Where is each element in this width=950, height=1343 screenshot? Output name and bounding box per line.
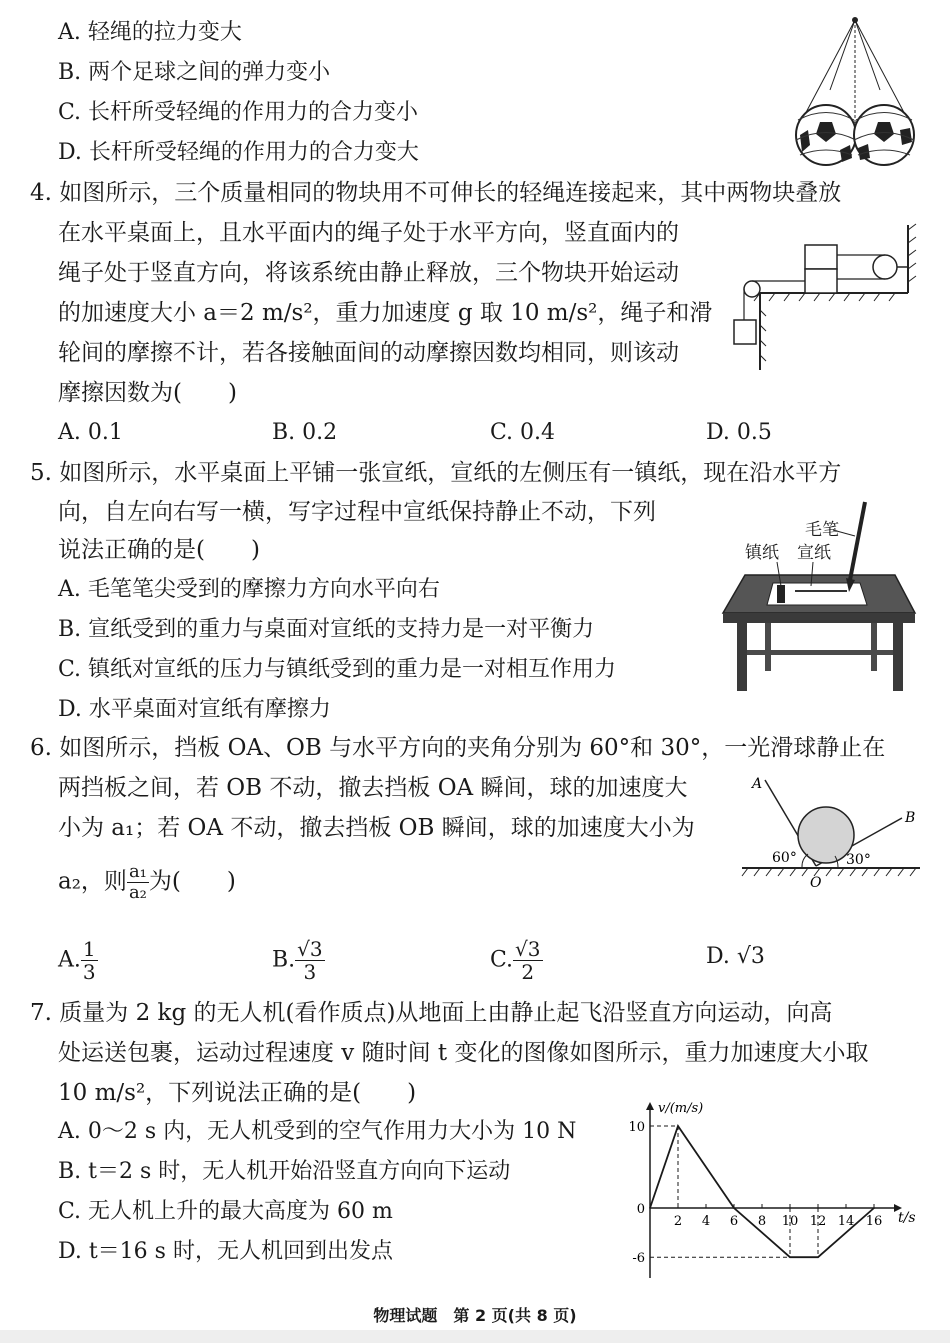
x-tick-label: 14	[837, 1214, 855, 1229]
q3-option-b: B. 两个足球之间的弹力变小	[58, 60, 331, 85]
q7-option-c: C. 无人机上升的最大高度为 60 m	[58, 1199, 393, 1224]
y-tick-label: 0	[636, 1202, 645, 1217]
fraction-numerator: a₁	[128, 861, 147, 882]
q6-stem-line4	[58, 862, 236, 903]
q5-option-d: D. 水平桌面对宣纸有摩擦力	[58, 697, 331, 722]
q6-option-a	[58, 938, 98, 983]
label-xuan-paper: 宣纸	[797, 543, 831, 563]
q7-stem-line2: 处运送包裹，运动过程速度 v 随时间 t 变化的图像如图所示，重力加速度大小取	[58, 1040, 869, 1066]
x-tick-label: 6	[729, 1214, 739, 1229]
q5-stem-line1: 5. 如图所示，水平桌面上平铺一张宣纸，宣纸的左侧压有一镇纸，现在沿水平方	[30, 460, 842, 486]
q5-option-c: C. 镇纸对宣纸的压力与镇纸受到的重力是一对相互作用力	[58, 657, 617, 682]
fraction-denominator: a₂	[128, 882, 147, 903]
q6-option-d: D. √3	[706, 944, 765, 969]
fraction-numerator: √3	[515, 937, 541, 961]
q5-stem-line3: 说法正确的是( )	[58, 537, 260, 563]
q4-stem-line5: 轮间的摩擦不计，若各接触面间的动摩擦因数均相同，则该动	[58, 340, 679, 366]
q4-stem-line2: 在水平桌面上，且水平面内的绳子处于水平方向，竖直面内的	[58, 220, 679, 246]
x-axis-label: t/s	[898, 1210, 916, 1226]
y-tick-label: 10	[628, 1120, 645, 1135]
label-A: A	[752, 776, 763, 792]
q6-stem-line1: 6. 如图所示，挡板 OA、OB 与水平方向的夹角分别为 60°和 30°，一光滑球静止在	[30, 735, 886, 761]
q6-option-b	[272, 938, 325, 983]
pulley-blocks-figure	[730, 215, 920, 375]
q7-option-b: B. t＝2 s 时，无人机开始沿竖直方向向下运动	[58, 1159, 511, 1184]
velocity-series-line	[650, 1126, 874, 1257]
q6-ratio-fraction	[127, 862, 149, 903]
q6-line4-prefix: a₂，则	[58, 868, 127, 895]
option-fraction	[513, 938, 542, 983]
ball-wedge-figure	[740, 770, 925, 895]
fraction-numerator: √3	[297, 937, 323, 961]
x-tick-label: 2	[673, 1214, 683, 1229]
label-paperweight: 镇纸	[745, 543, 779, 563]
q7-stem-line3: 10 m/s²，下列说法正确的是( )	[58, 1080, 417, 1106]
q3-option-d: D. 长杆所受轻绳的作用力的合力变大	[58, 140, 419, 165]
fraction-denominator: 2	[521, 960, 535, 984]
y-axis-label: v/(m/s)	[658, 1101, 704, 1116]
q4-option-d: D. 0.5	[706, 420, 772, 445]
label-angle-60: 60°	[772, 850, 797, 866]
option-label: A.	[58, 947, 81, 973]
q6-stem-line3: 小为 a₁；若 OA 不动，撤去挡板 OB 瞬间，球的加速度大小为	[58, 815, 695, 841]
label-O: O	[810, 875, 822, 891]
y-tick-label: -6	[632, 1251, 645, 1267]
option-fraction	[81, 938, 98, 983]
q3-option-c: C. 长杆所受轻绳的作用力的合力变小	[58, 100, 419, 125]
q6-stem-line2: 两挡板之间，若 OB 不动，撤去挡板 OA 瞬间，球的加速度大	[58, 775, 688, 801]
football-left	[796, 105, 856, 165]
option-fraction	[295, 938, 324, 983]
x-tick-label: 4	[701, 1214, 711, 1229]
q4-stem-line3: 绳子处于竖直方向，将该系统由静止释放，三个物块开始运动	[58, 260, 679, 286]
q6-line4-suffix: 为( )	[148, 868, 236, 895]
q5-stem-line2: 向，自左向右写一横，写字过程中宣纸保持静止不动，下列	[58, 499, 656, 525]
q4-option-c: C. 0.4	[490, 420, 556, 445]
x-tick-label: 12	[809, 1214, 827, 1229]
q5-option-a: A. 毛笔笔尖受到的摩擦力方向水平向右	[58, 577, 440, 602]
desk-brush-figure	[715, 500, 920, 695]
q3-option-a: A. 轻绳的拉力变大	[58, 20, 242, 45]
q4-stem-line1: 4. 如图所示，三个质量相同的物块用不可伸长的轻绳连接起来，其中两物块叠放	[30, 180, 842, 206]
x-tick-label: 10	[781, 1214, 799, 1229]
q4-option-b: B. 0.2	[272, 420, 338, 445]
page-footer: 物理试题 第 2 页(共 8 页)	[373, 1306, 577, 1325]
fraction-denominator: 3	[303, 960, 317, 984]
y-axis-arrow	[646, 1102, 654, 1110]
label-angle-30: 30°	[846, 852, 871, 868]
fraction-denominator: 3	[82, 960, 96, 984]
q7-option-a: A. 0～2 s 内，无人机受到的空气作用力大小为 10 N	[58, 1119, 577, 1144]
q7-option-d: D. t＝16 s 时，无人机回到出发点	[58, 1239, 393, 1264]
q7-stem-line1: 7. 质量为 2 kg 的无人机(看作质点)从地面上由静止起飞沿竖直方向运动，向高	[30, 1000, 833, 1026]
option-label: B.	[272, 947, 296, 973]
q4-option-a: A. 0.1	[58, 420, 123, 445]
footer-band	[0, 1330, 950, 1343]
fraction-numerator: 1	[82, 937, 96, 961]
option-label: C.	[490, 947, 514, 973]
q5-option-b: B. 宣纸受到的重力与桌面对宣纸的支持力是一对平衡力	[58, 617, 595, 642]
q6-option-c	[490, 938, 543, 983]
football-right	[854, 105, 914, 165]
q4-stem-line6: 摩擦因数为( )	[58, 380, 237, 406]
q4-stem-line4: 的加速度大小 a＝2 m/s²，重力加速度 g 取 10 m/s²，绳子和滑	[58, 300, 713, 326]
x-tick-label: 8	[757, 1214, 767, 1229]
velocity-time-chart	[620, 1098, 930, 1278]
x-tick-label: 16	[865, 1214, 883, 1229]
label-B: B	[905, 810, 916, 826]
label-brush: 毛笔	[805, 520, 839, 540]
footballs-figure	[790, 10, 920, 175]
